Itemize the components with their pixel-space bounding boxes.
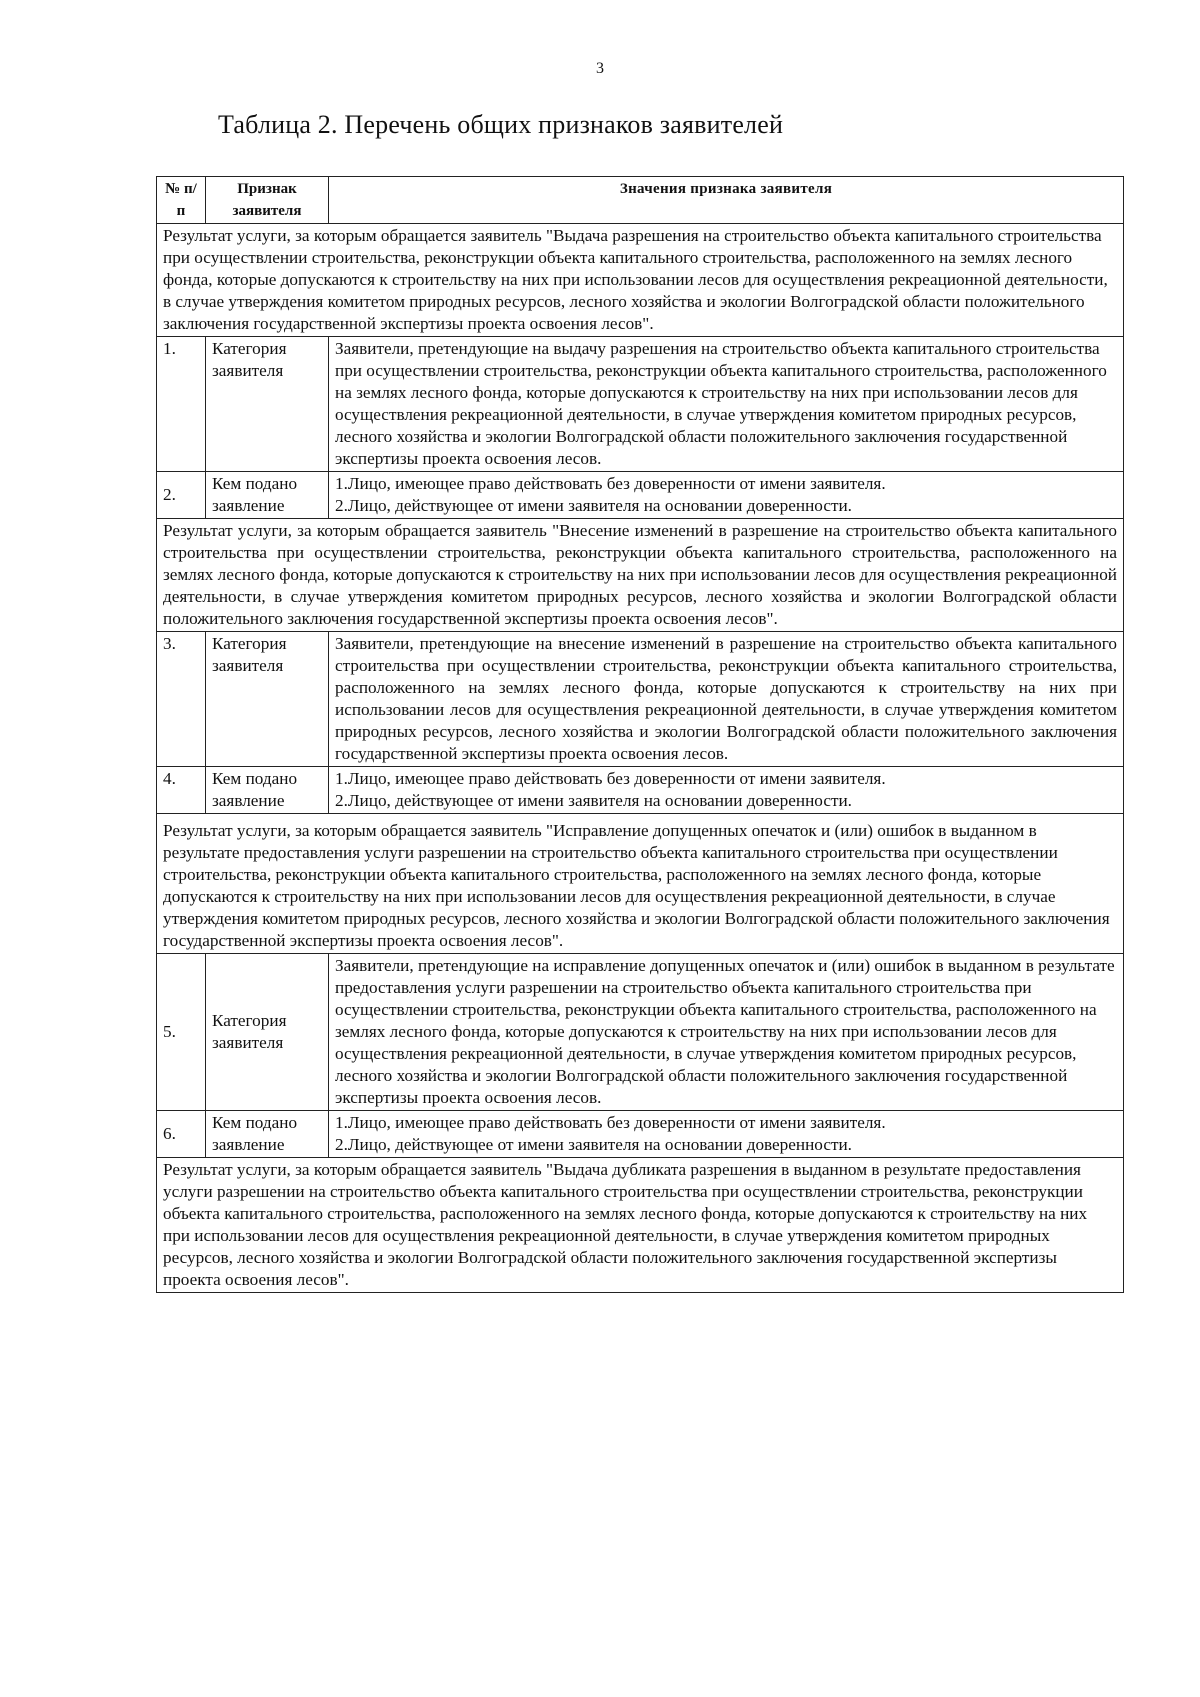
value-line: 2.Лицо, действующее от имени заявителя на основании доверенности. [335, 1135, 852, 1154]
row-value: Заявители, претендующие на выдачу разрешения на строительство объекта капитального строительства при осуществлении строительства, реконструкции объекта капитального строительства, расположенного на землях лесного фонда, которые допускаются к строительству на них при использовании лесов для осуществления рекреационной деятельности, в случае утверждения комитетом природных ресурсов, лесного хозяйства и экологии Волгоградской области положительного заключения государственной экспертизы проекта освоения лесов. [329, 337, 1124, 472]
row-attribute: Категория заявителя [206, 337, 329, 472]
table-row [157, 632, 1124, 767]
row-number: 2. [157, 472, 206, 519]
table-row [157, 472, 1124, 519]
result-description: Результат услуги, за которым обращается заявитель "Исправление допущенных опечаток и (или) ошибок в выданном в результате предоставления услуги разрешении на строительство объекта капитального строительства при осуществлении строительства, реконструкции объекта капитального строительства, расположенного на землях лесного фонда, которые допускаются к строительству на них при использовании лесов для осуществления рекреационной деятельности, в случае утверждения комитетом природных ресурсов, лесного хозяйства и экологии Волгоградской области положительного заключения государственной экспертизы проекта освоения лесов". [157, 814, 1124, 954]
result-description: Результат услуги, за которым обращается заявитель "Внесение изменений в разрешение на строительство объекта капитального строительства при осуществлении строительства, реконструкции объекта капитального строительства, расположенного на землях лесного фонда, которые допускаются к строительству на них при использовании лесов для осуществления рекреационной деятельности, в случае утверждения комитетом природных ресурсов, лесного хозяйства и экологии Волгоградской области положительного заключения государственной экспертизы проекта освоения лесов". [157, 519, 1124, 632]
header-value: Значения признака заявителя [329, 177, 1124, 224]
result-row [157, 224, 1124, 337]
table-header-row [157, 177, 1124, 224]
value-line: 2.Лицо, действующее от имени заявителя на основании доверенности. [335, 791, 852, 810]
table-row [157, 954, 1124, 1111]
row-attribute: Кем подано заявление [206, 1111, 329, 1158]
table-row [157, 767, 1124, 814]
row-value [329, 472, 1124, 519]
row-number: 3. [157, 632, 206, 767]
row-number: 5. [157, 954, 206, 1111]
row-value: Заявители, претендующие на внесение изменений в разрешение на строительство объекта капитального строительства при осуществлении строительства, реконструкции объекта капитального строительства, расположенного на землях лесного фонда, которые допускаются к строительству на них при использовании лесов для осуществления рекреационной деятельности, в случае утверждения комитетом природных ресурсов, лесного хозяйства и экологии Волгоградской области положительного заключения государственной экспертизы проекта освоения лесов. [329, 632, 1124, 767]
value-line: 2.Лицо, действующее от имени заявителя на основании доверенности. [335, 496, 852, 515]
table-row [157, 1111, 1124, 1158]
row-attribute: Категория заявителя [206, 954, 329, 1111]
result-row [157, 519, 1124, 632]
table-row [157, 337, 1124, 472]
result-row [157, 1158, 1124, 1293]
row-attribute: Кем подано заявление [206, 472, 329, 519]
page-title: Таблица 2. Перечень общих признаков заявителей [218, 110, 784, 139]
row-number: 4. [157, 767, 206, 814]
row-attribute: Кем подано заявление [206, 767, 329, 814]
row-attribute: Категория заявителя [206, 632, 329, 767]
header-attribute: Признак заявителя [206, 177, 329, 224]
header-num: № п/п [157, 177, 206, 224]
applicant-attributes-table [156, 176, 1124, 1293]
row-value: Заявители, претендующие на исправление допущенных опечаток и (или) ошибок в выданном в результате предоставления услуги разрешении на строительство объекта капитального строительства при осуществлении строительства, реконструкции объекта капитального строительства, расположенного на землях лесного фонда, которые допускаются к строительству на них при использовании лесов для осуществления рекреационной деятельности, в случае утверждения комитетом природных ресурсов, лесного хозяйства и экологии Волгоградской области положительного заключения государственной экспертизы проекта освоения лесов. [329, 954, 1124, 1111]
row-number: 6. [157, 1111, 206, 1158]
page-number: 3 [596, 60, 604, 77]
result-description: Результат услуги, за которым обращается заявитель "Выдача дубликата разрешения в выданном в результате предоставления услуги разрешении на строительство объекта капитального строительства при осуществлении строительства, реконструкции объекта капитального строительства, расположенного на землях лесного фонда, которые допускаются к строительству на них при использовании лесов для осуществления рекреационной деятельности, в случае утверждения комитетом природных ресурсов, лесного хозяйства и экологии Волгоградской области положительного заключения государственной экспертизы проекта освоения лесов". [157, 1158, 1124, 1293]
value-line: 1.Лицо, имеющее право действовать без доверенности от имени заявителя. [335, 1113, 886, 1132]
row-number: 1. [157, 337, 206, 472]
result-description: Результат услуги, за которым обращается заявитель "Выдача разрешения на строительство объекта капитального строительства при осуществлении строительства, реконструкции объекта капитального строительства, расположенного на землях лесного фонда, которые допускаются к строительству на них при использовании лесов для осуществления рекреационной деятельности, в случае утверждения комитетом природных ресурсов, лесного хозяйства и экологии Волгоградской области положительного заключения государственной экспертизы проекта освоения лесов". [157, 224, 1124, 337]
result-row [157, 814, 1124, 954]
value-line: 1.Лицо, имеющее право действовать без доверенности от имени заявителя. [335, 474, 886, 493]
row-value [329, 767, 1124, 814]
value-line: 1.Лицо, имеющее право действовать без доверенности от имени заявителя. [335, 769, 886, 788]
row-value [329, 1111, 1124, 1158]
